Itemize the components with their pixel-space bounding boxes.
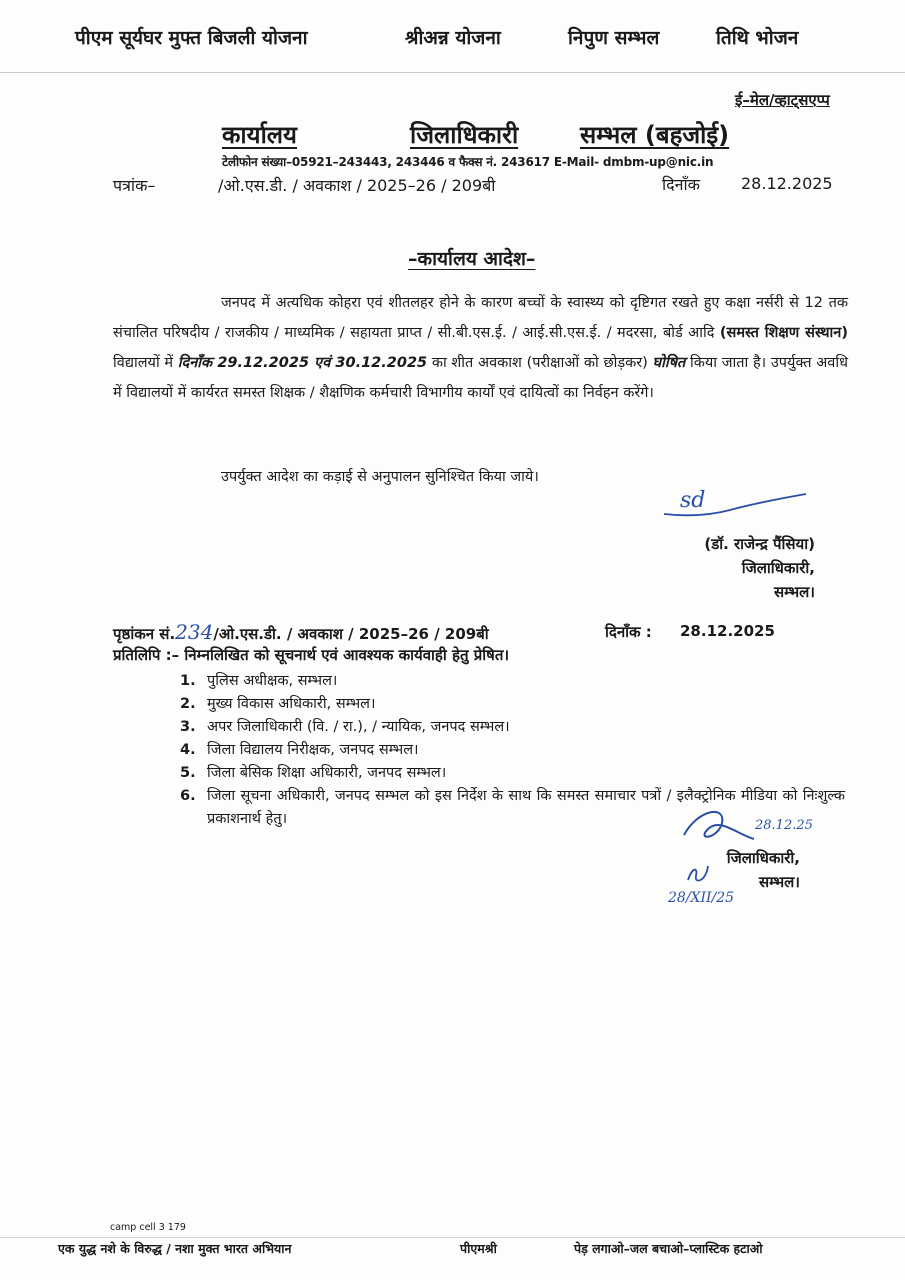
signatory-designation: जिलाधिकारी, [741,559,815,577]
endorsement-line [113,620,489,644]
reference-date: 28.12.2025 [741,174,833,193]
office-contact-line: टेलीफोन संख्या–05921–243443, 243446 व फैक्स नं. 243617 E-Mail- dmbm-up@nic.in [222,155,714,169]
signatory-block [685,532,815,604]
endorsement-number-rest: /ओ.एस.डी. / अवकाश / 2025–26 / 209बी [213,625,489,643]
second-signature-scrawl [678,805,758,847]
endorsement-handwritten-number: 234 [175,620,214,644]
office-heading-word3: सम्भल (बहजोई) [580,121,730,149]
scheme-nipun-sambhal: निपुण सम्भल [568,27,660,49]
footer-slogan-drug-free: एक युद्ध नशे के विरुद्ध / नशा मुक्त भारत अभियान [58,1241,292,1256]
compliance-paragraph: उपर्युक्त आदेश का कड़ाई से अनुपालन सुनिश्चित किया जाये। [221,469,539,485]
scheme-shriann: श्रीअन्न योजना [405,27,501,49]
order-body-paragraph [113,288,848,408]
endorsement-date-label: दिनाँक : [605,623,652,641]
order-text-part1: जनपद में अत्यधिक कोहरा एवं शीतलहर होने के कारण बच्चों के स्वास्थ्य को दृष्टिगत रखते हुए कक्षा नर्सरी से 12 तक संचालित परिषदीय / राजकीय / माध्यमिक / सहायता प्राप्त / सी.बी.एस.ई. / आई.सी.एस.ई. / मदरसा, बोर्ड आदि [113,295,848,341]
bottom-divider [0,1237,905,1238]
footer-pmshri: पीएमश्री [460,1241,497,1256]
office-heading-word1: कार्यालय [222,121,297,149]
list-item: 5. जिला बेसिक शिक्षा अधिकारी, जनपद सम्भल। [180,765,447,781]
initials-mark [684,862,712,886]
order-text-part3: का शीत अवकाश (परीक्षाओं को छोड़कर) [427,355,653,371]
scheme-tithi-bhojan: तिथि भोजन [716,27,799,49]
handwritten-date: 28/XII/25 [668,890,735,906]
list-item: 2. मुख्य विकास अधिकारी, सम्भल। [180,696,376,712]
second-signatory-place: सम्भल। [758,873,800,891]
list-item: 1. पुलिस अधीक्षक, सम्भल। [180,673,338,689]
list-item: 6. जिला सूचना अधिकारी, जनपद सम्भल को इस निर्देश के साथ कि समस्त समाचार पत्रों / इलैक्ट्रोनिक मीडिया को निःशुल्क प्रकाशनार्थ हेतु। [180,788,845,827]
office-heading-word2: जिलाधिकारी [410,121,519,149]
order-text-part4: किया जाता है। उपर्युक्त अवधि में विद्यालयों में कार्यरत समस्त शिक्षक / शैक्षणिक कर्मचारी विभागीय कार्यों एवं दायित्वों का निर्वहन करेंगे। [113,355,849,401]
footer-slogan-environment: पेड़ लगाओ–जल बचाओ–प्लास्टिक हटाओ [574,1241,763,1256]
scheme-pm-suryaghar: पीएम सूर्यघर मुफ्त बिजली योजना [75,27,308,49]
signature-stroke [660,488,810,522]
camp-cell-note: camp cell 3 179 [110,1222,186,1233]
list-item: 4. जिला विद्यालय निरीक्षक, जनपद सम्भल। [180,742,419,758]
endorsement-label: पृष्ठांकन सं. [113,625,176,643]
endorsement-date: 28.12.2025 [680,622,775,640]
copy-to-line: प्रतिलिपि :– निम्नलिखित को सूचनार्थ एवं आवश्यक कार्यवाही हेतु प्रेषित। [113,646,510,664]
order-bold-institutions: (समस्त शिक्षण संस्थान) [719,325,848,341]
email-whatsapp-tag: ई–मेल/व्हाट्सएप्प [735,91,830,109]
second-signatory-designation: जिलाधिकारी, [726,849,800,867]
list-item: 3. अपर जिलाधिकारी (वि. / रा.), / न्यायिक, जनपद सम्भल। [180,719,510,735]
order-holiday-dates: दिनाँक 29.12.2025 एवं 30.12.2025 [177,355,428,371]
signatory-name: (डॉ. राजेन्द्र पैंसिया) [704,535,815,553]
reference-date-label: दिनाँक [662,175,700,194]
signatory-place: सम्भल। [773,583,815,601]
order-text-part2: विद्यालयों में [113,355,178,371]
order-declared-word: घोषित [652,355,686,371]
second-signature-date: 28.12.25 [755,818,813,833]
reference-number: /ओ.एस.डी. / अवकाश / 2025–26 / 209बी [218,176,496,195]
signature-sd-mark: sd [680,488,706,513]
order-title: –कार्यालय आदेश– [408,248,536,270]
reference-label: पत्रांक– [113,176,156,195]
top-divider [0,72,905,73]
